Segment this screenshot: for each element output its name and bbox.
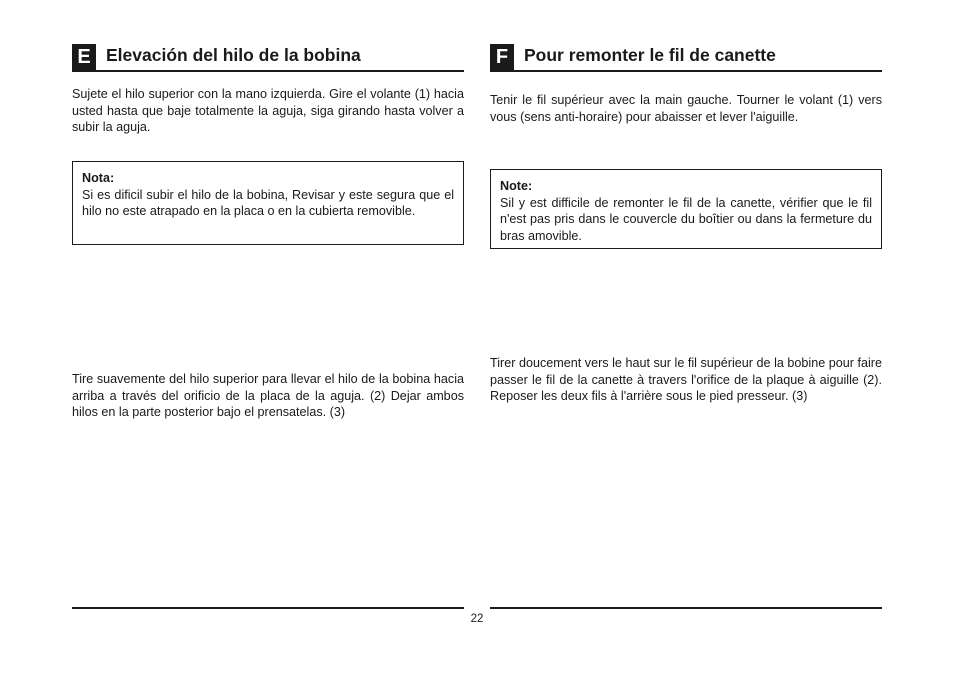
page-number: 22	[470, 613, 484, 625]
section-title-fr: Pour remonter le fil de canette	[524, 45, 776, 65]
note-text-fr: Sil y est difficile de remonter le fil de la canette, vérifier que le fil n'est pas pris dans le couvercle du boîtier ou dans la fermeture du bras amovible.	[500, 195, 872, 243]
note-box-es	[72, 161, 464, 245]
instruction-paragraph-1-es: Sujete el hilo superior con la mano izquierda. Gire el volante (1) hacia usted hasta que baje totalmente la aguja, siga girando hasta volver a subir la aguja.	[72, 87, 464, 134]
instruction-paragraph-1-fr: Tenir le fil supérieur avec la main gauche. Tourner le volant (1) vers vous (sens anti-horaire) pour abaisser et lever l'aiguille.	[490, 93, 882, 124]
note-title-fr: Note:	[500, 179, 533, 193]
note-title-es: Nota:	[82, 171, 115, 185]
language-badge-fr: F	[490, 44, 514, 70]
section-es	[72, 43, 464, 72]
footer-rule-left	[72, 607, 464, 609]
note-text-es: Si es dificil subir el hilo de la bobina, Revisar y este segura que el hilo no este atrapado en la placa o en la cubierta removible.	[82, 187, 454, 218]
instruction-paragraph-2-fr: Tirer doucement vers le haut sur le fil supérieur de la bobine pour faire passer le fil de la canette à travers l'orifice de la plaque à aiguille (2). Reposer les deux fils à l'arrière sous le pied presseur. (3)	[490, 356, 882, 403]
instruction-paragraph-2-es: Tire suavemente del hilo superior para llevar el hilo de la bobina hacia arriba a través del orificio de la placa de la aguja. (2) Dejar ambos hilos en la parte posterior bajo el prensatelas. (3)	[72, 372, 464, 419]
section-title-es: Elevación del hilo de la bobina	[106, 45, 361, 65]
footer-rule-right	[490, 607, 882, 609]
section-heading-fr	[490, 43, 882, 72]
section-heading-es	[72, 43, 464, 72]
section-fr	[490, 43, 882, 72]
language-badge-es: E	[72, 44, 96, 70]
note-box-fr	[490, 169, 882, 249]
